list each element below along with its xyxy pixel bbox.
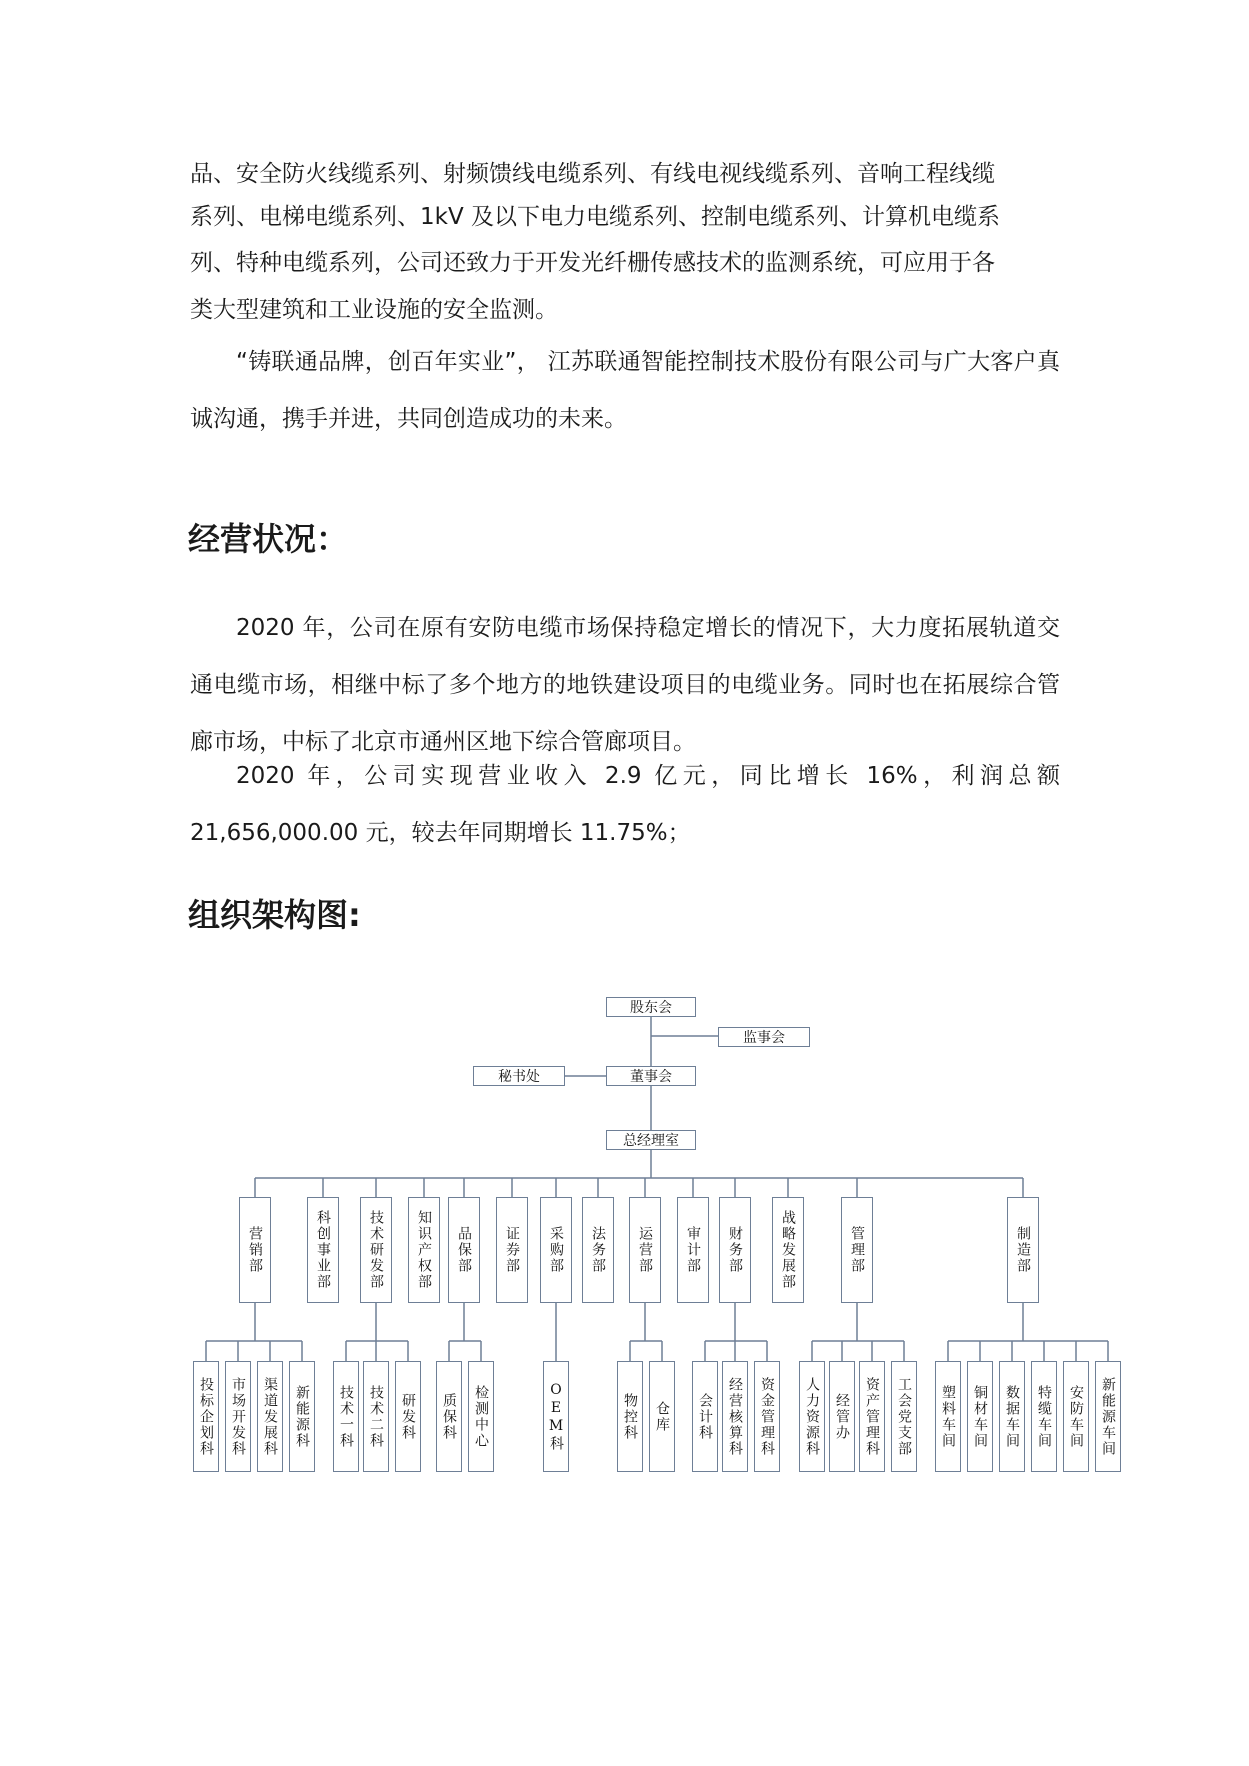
sub-unit-box: 特缆车间 <box>1031 1361 1057 1472</box>
department-box: 品保部 <box>448 1197 480 1303</box>
sub-unit-box: 新能源车间 <box>1095 1361 1121 1472</box>
department-box: 管理部 <box>841 1197 873 1303</box>
sub-unit-box: 新能源科 <box>289 1361 315 1472</box>
business-heading: 经营状况： <box>188 520 349 558</box>
department-box: 战略发展部 <box>772 1197 804 1303</box>
sub-unit-box: 工会党支部 <box>891 1361 917 1472</box>
gm-office-box: 总经理室 <box>606 1130 696 1150</box>
sub-unit-box: 资金管理科 <box>754 1361 780 1472</box>
org-heading: 组织架构图: <box>188 896 361 934</box>
department-box: 知识产权部 <box>408 1197 440 1303</box>
department-box: 运营部 <box>629 1197 661 1303</box>
sub-unit-box: 质保科 <box>436 1361 462 1472</box>
department-box: 财务部 <box>719 1197 751 1303</box>
department-box: 营销部 <box>239 1197 271 1303</box>
department-box: 审计部 <box>677 1197 709 1303</box>
intro-line-4: 类大型建筑和工业设施的安全监测。 <box>190 297 558 323</box>
department-box: 科创事业部 <box>307 1197 339 1303</box>
sub-unit-box: 研发科 <box>395 1361 421 1472</box>
business-paragraph-2: 2020 年，公司实现营业收入 2.9 亿元，同比增长 16%，利润总额21,656,000.00 元，较去年同期增长 11.75%； <box>190 763 1060 846</box>
sub-unit-box: 安防车间 <box>1063 1361 1089 1472</box>
department-box: 采购部 <box>540 1197 572 1303</box>
department-box: 法务部 <box>582 1197 614 1303</box>
supervisors-box: 监事会 <box>718 1027 810 1047</box>
sub-unit-box: 经管办 <box>829 1361 855 1472</box>
department-box: 证券部 <box>496 1197 528 1303</box>
sub-unit-box: 检测中心 <box>468 1361 494 1472</box>
sub-unit-box: 技术二科 <box>363 1361 389 1472</box>
slogan-paragraph: “铸联通品牌，创百年实业”， 江苏联通智能控制技术股份有限公司与广大客户真诚沟通，携手并进，共同创造成功的未来。 <box>190 349 1060 432</box>
sub-unit-box: 技术一科 <box>333 1361 359 1472</box>
board-box: 董事会 <box>606 1066 696 1086</box>
intro-line-1: 品、安全防火线缆系列、射频馈线电缆系列、有线电视线缆系列、音响工程线缆 <box>190 161 995 187</box>
intro-line-2: 系列、电梯电缆系列、1kV 及以下电力电缆系列、控制电缆系列、计算机电缆系 <box>190 204 1000 230</box>
sub-unit-box: 市场开发科 <box>225 1361 251 1472</box>
department-box: 技术研发部 <box>360 1197 392 1303</box>
sub-unit-box: 塑料车间 <box>935 1361 961 1472</box>
intro-line-3: 列、特种电缆系列，公司还致力于开发光纤栅传感技术的监测系统，可应用于各 <box>190 250 995 276</box>
sub-unit-box: 资产管理科 <box>859 1361 885 1472</box>
sub-unit-box: 铜材车间 <box>967 1361 993 1472</box>
sub-unit-box: 人力资源科 <box>799 1361 825 1472</box>
sub-unit-box: OEM科 <box>543 1361 569 1472</box>
sub-unit-box: 经营核算科 <box>722 1361 748 1472</box>
sub-unit-box: 渠道发展科 <box>257 1361 283 1472</box>
shareholders-box: 股东会 <box>606 997 696 1017</box>
business-paragraph-1: 2020 年，公司在原有安防电缆市场保持稳定增长的情况下，大力度拓展轨道交通电缆市场，相继中标了多个地方的地铁建设项目的电缆业务。同时也在拓展综合管廊市场，中标了北京市通州区地下综合管廊项目。 <box>190 615 1060 755</box>
sub-unit-box: 物控科 <box>617 1361 643 1472</box>
sub-unit-box: 数据车间 <box>999 1361 1025 1472</box>
department-box: 制造部 <box>1007 1197 1039 1303</box>
sub-unit-box: 会计科 <box>692 1361 718 1472</box>
secretary-box: 秘书处 <box>473 1066 565 1086</box>
sub-unit-box: 投标企划科 <box>193 1361 219 1472</box>
sub-unit-box: 仓库 <box>649 1361 675 1472</box>
